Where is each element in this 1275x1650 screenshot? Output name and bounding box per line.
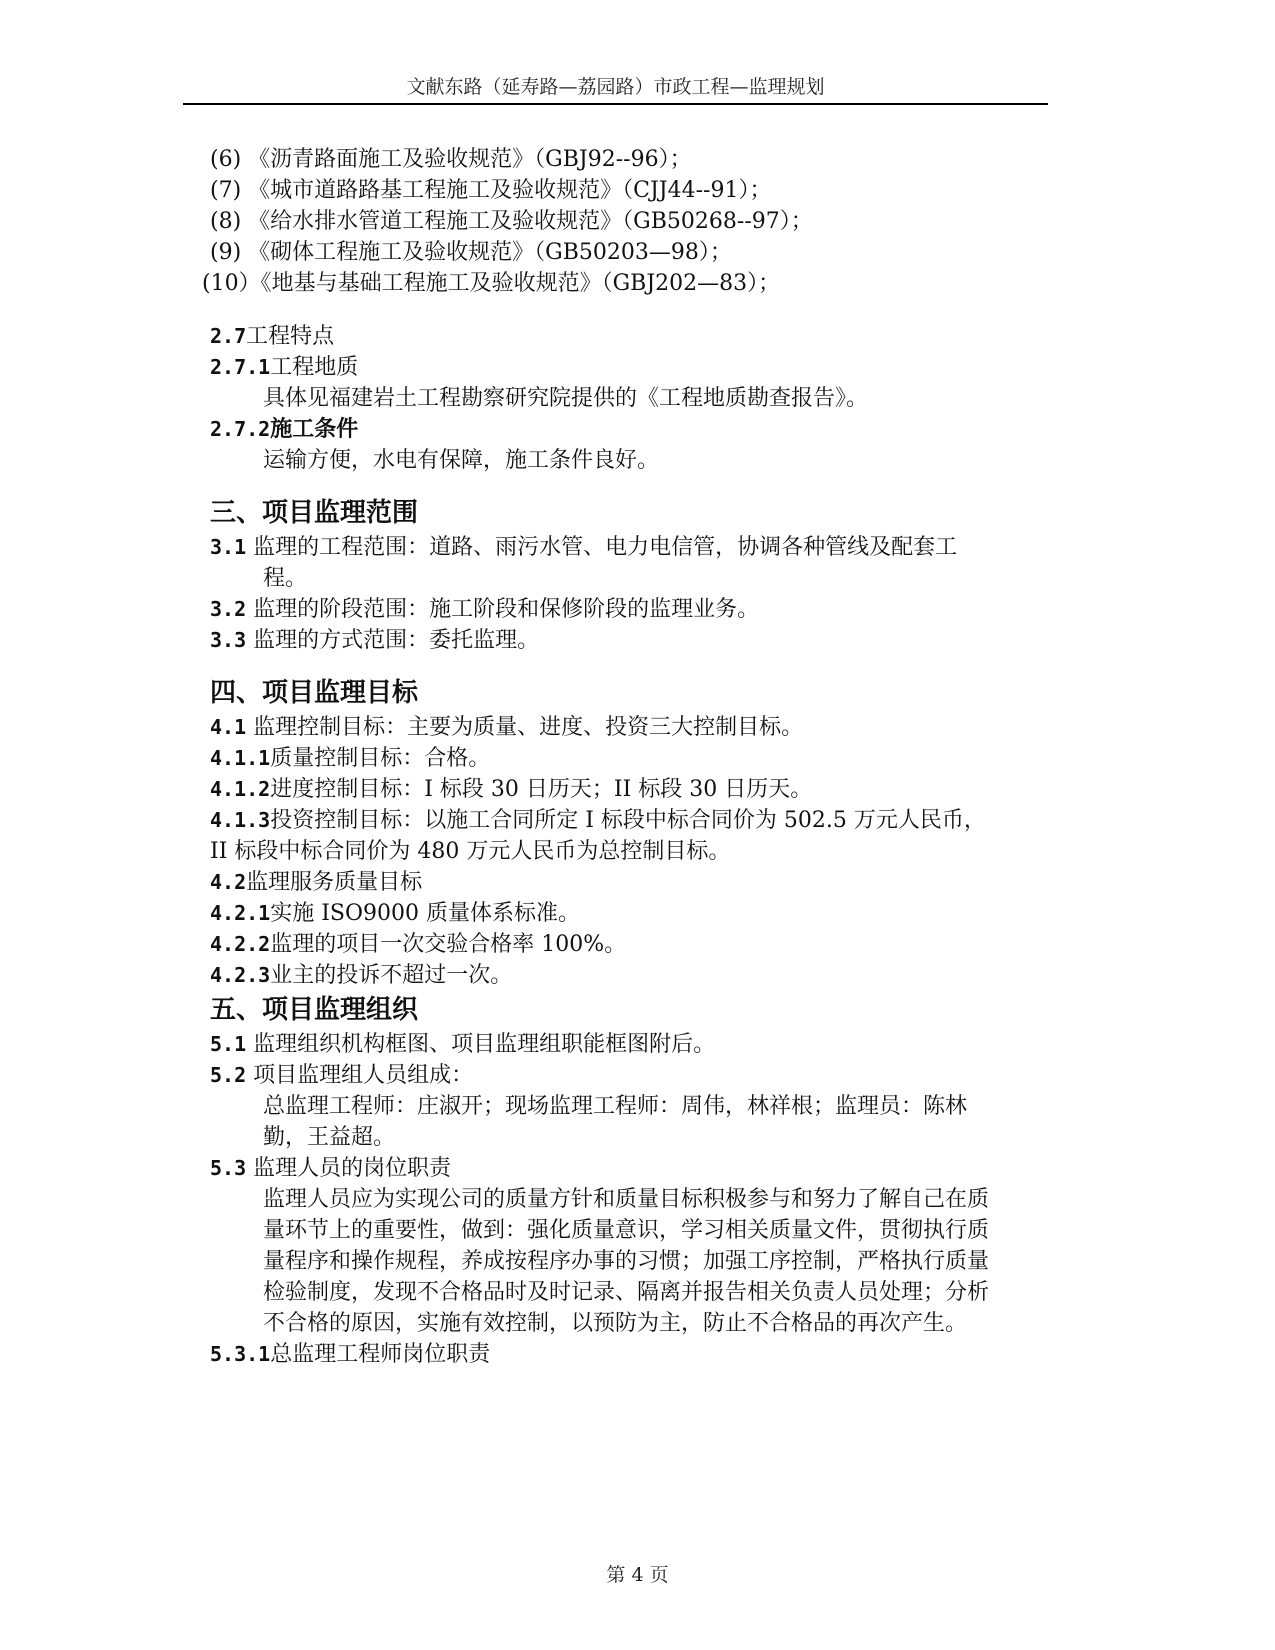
- list-item: [210, 594, 1090, 625]
- page-number: 第 4 页: [606, 1564, 669, 1586]
- heading-2-7: [210, 321, 1090, 352]
- item-text: 进度控制目标：I 标段 30 日历天；II 标段 30 日历天。: [270, 777, 813, 802]
- list-item: [210, 898, 1090, 929]
- list-item: [210, 805, 1090, 836]
- item-number: 4.1.3: [210, 808, 271, 832]
- item-number: 4.1.2: [210, 777, 271, 801]
- list-item: [210, 625, 1090, 656]
- ref-item: (6) 《沥青路面施工及验收规范》（GBJ92--96）；: [210, 147, 692, 172]
- item-number: 4.2: [210, 870, 247, 894]
- paragraph-line: 量程序和操作规程，养成按程序办事的习惯；加强工序控制，严格执行质量: [263, 1249, 990, 1274]
- header-rule: [183, 103, 1048, 105]
- list-item: [210, 532, 1090, 563]
- section-title: 工程特点: [246, 324, 335, 349]
- item-text: 监理的工程范围：道路、雨污水管、电力电信管，协调各种管线及配套工: [253, 535, 958, 560]
- paragraph-line: 不合格的原因，实施有效控制，以预防为主，防止不合格品的再次产生。: [263, 1311, 968, 1336]
- paragraph-line: 检验制度，发现不合格品时及时记录、隔离并报告相关负责人员处理；分析: [263, 1280, 990, 1305]
- section-number: 2.7.2: [210, 417, 271, 441]
- list-item-continuation: II 标段中标合同价为 480 万元人民币为总控制目标。: [210, 839, 731, 864]
- item-number: 4.2.2: [210, 932, 271, 956]
- item-text: 监理的阶段范围：施工阶段和保修阶段的监理业务。: [253, 597, 760, 622]
- heading-2-7-2: [210, 414, 1090, 445]
- paragraph: 具体见福建岩土工程勘察研究院提供的《工程地质勘查报告》。: [263, 386, 869, 411]
- list-item: [210, 1153, 1090, 1184]
- item-number: 5.3.1: [210, 1342, 271, 1366]
- list-item: [210, 712, 1090, 743]
- list-item: [210, 867, 1090, 898]
- paragraph: 勤，王益超。: [263, 1125, 396, 1150]
- section-number: 2.7.1: [210, 355, 271, 379]
- paragraph: 运输方便，水电有保障，施工条件良好。: [263, 448, 660, 473]
- paragraph-line: 量环节上的重要性，做到：强化质量意识，学习相关质量文件，贯彻执行质: [263, 1218, 990, 1243]
- ref-item: (9) 《砌体工程施工及验收规范》（GB50203—98）；: [210, 240, 732, 265]
- paragraph: 总监理工程师：庄淑开；现场监理工程师：周伟，林祥根；监理员：陈林: [263, 1094, 968, 1119]
- chapter-heading-5: 五、项目监理组织: [210, 995, 419, 1025]
- item-number: 5.2: [210, 1063, 247, 1087]
- heading-2-7-1: [210, 352, 1090, 383]
- item-text: 监理的项目一次交验合格率 100%。: [270, 932, 627, 957]
- list-item: [210, 929, 1090, 960]
- list-item: [210, 1060, 1090, 1091]
- chapter-heading-3: 三、项目监理范围: [210, 498, 419, 528]
- item-text: 监理组织机构框图、项目监理组职能框图附后。: [253, 1032, 716, 1057]
- item-number: 3.1: [210, 535, 247, 559]
- item-text: 监理的方式范围：委托监理。: [253, 628, 540, 653]
- item-text: 业主的投诉不超过一次。: [270, 963, 513, 988]
- item-text: 监理人员的岗位职责: [253, 1156, 452, 1181]
- chapter-heading-4: 四、项目监理目标: [210, 678, 419, 708]
- ref-item: (10）《地基与基础工程施工及验收规范》（GBJ202—83）；: [202, 271, 781, 296]
- item-text: 总监理工程师岗位职责: [270, 1342, 491, 1367]
- paragraph-line: 监理人员应为实现公司的质量方针和质量目标积极参与和努力了解自己在质: [263, 1187, 990, 1212]
- list-item: [210, 1029, 1090, 1060]
- item-text: 监理控制目标：主要为质量、进度、投资三大控制目标。: [253, 715, 804, 740]
- item-number: 3.3: [210, 628, 247, 652]
- list-item-continuation: 程。: [263, 566, 308, 591]
- section-title: 工程地质: [270, 355, 359, 380]
- page-body: [202, 144, 1090, 1370]
- list-item: [210, 774, 1090, 805]
- item-text: 监理服务质量目标: [246, 870, 423, 895]
- item-text: 实施 ISO9000 质量体系标准。: [270, 901, 580, 926]
- item-number: 4.1: [210, 715, 247, 739]
- list-item: [210, 743, 1090, 774]
- list-item: [210, 960, 1090, 991]
- item-text: 质量控制目标：合格。: [270, 746, 491, 771]
- item-text: 投资控制目标：以施工合同所定 I 标段中标合同价为 502.5 万元人民币，: [270, 808, 986, 833]
- item-text: 项目监理组人员组成：: [253, 1063, 474, 1088]
- item-number: 4.1.1: [210, 746, 271, 770]
- list-item: [210, 1339, 1090, 1370]
- section-title: 施工条件: [270, 417, 359, 442]
- item-number: 4.2.3: [210, 963, 271, 987]
- item-number: 3.2: [210, 597, 247, 621]
- running-header: 文献东路（延寿路—荔园路）市政工程—监理规划: [406, 76, 825, 98]
- section-number: 2.7: [210, 324, 247, 348]
- item-number: 5.1: [210, 1032, 247, 1056]
- ref-item: (8) 《给水排水管道工程施工及验收规范》（GB50268--97）；: [210, 209, 813, 234]
- item-number: 4.2.1: [210, 901, 271, 925]
- item-number: 5.3: [210, 1156, 247, 1180]
- ref-item: (7) 《城市道路路基工程施工及验收规范》（CJJ44--91）；: [210, 178, 772, 203]
